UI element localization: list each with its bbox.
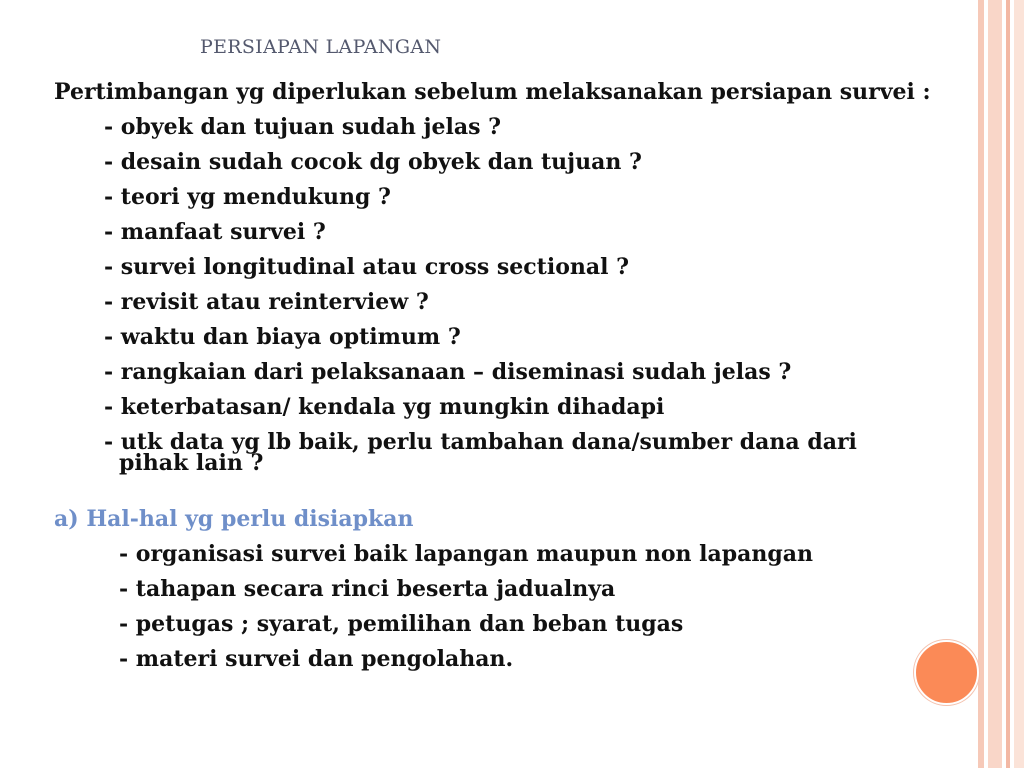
list-item: - teori yg mendukung ?	[104, 184, 391, 210]
list-item-wrapped	[54, 425, 994, 474]
slide-title: PERSIAPAN LAPANGAN	[200, 36, 442, 58]
stripe-4	[1014, 0, 1024, 768]
consideration-list	[54, 110, 994, 474]
list-item: - tahapan secara rinci beserta jadualnya	[119, 576, 616, 602]
slide-content	[54, 79, 994, 677]
list-item: - keterbatasan/ kendala yg mungkin dihadapi	[104, 394, 665, 420]
stripe-3	[1006, 0, 1010, 768]
list-item-line2: pihak lain ?	[119, 450, 264, 476]
list-item: - rangkaian dari pelaksanaan – diseminasi sudah jelas ?	[104, 359, 792, 385]
list-item: - manfaat survei ?	[104, 219, 326, 245]
list-item: - revisit atau reinterview ?	[104, 289, 429, 315]
list-item-line1: - utk data yg lb baik, perlu tambahan dana/sumber dana dari	[104, 429, 857, 455]
preparation-list	[54, 537, 994, 677]
list-item: - materi survei dan pengolahan.	[119, 646, 514, 672]
list-item: - obyek dan tujuan sudah jelas ?	[104, 114, 502, 140]
list-item: - survei longitudinal atau cross sectional ?	[104, 254, 630, 280]
list-item: - waktu dan biaya optimum ?	[104, 324, 461, 350]
list-item: - desain sudah cocok dg obyek dan tujuan ?	[104, 149, 642, 175]
list-item: - petugas ; syarat, pemilihan dan beban tugas	[119, 611, 684, 637]
intro-text: Pertimbangan yg diperlukan sebelum melaksanakan persiapan survei :	[54, 79, 931, 105]
section-heading: a) Hal-hal yg perlu disiapkan	[54, 506, 414, 532]
list-item: - organisasi survei baik lapangan maupun non lapangan	[119, 541, 814, 567]
